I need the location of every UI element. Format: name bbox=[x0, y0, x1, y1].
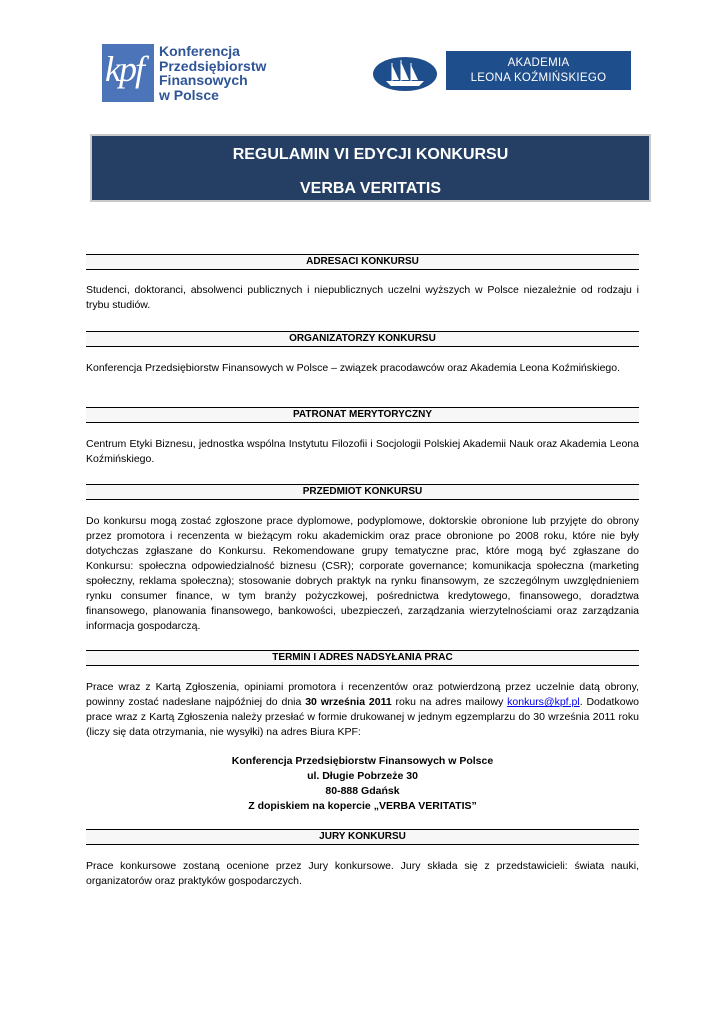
section-heading-termin: TERMIN I ADRES NADSYŁANIA PRAC bbox=[86, 650, 639, 666]
section-text-termin: Prace wraz z Kartą Zgłoszenia, opiniami promotora i recenzentów oraz potwierdzoną przez uczelnie datą obrony, powinny zostać nadesłane najpóźniej do dnia 30 września 2011 roku na adres mailowy konkurs@kpf.pl. Dodatkowo prace wraz z Kartą Zgłoszenia należy przesłać w formie drukowanej w jednym egzemplarzu do 30 września 2011 roku (liczy się data otrzymania, nie wysyłki) na adres Biura KPF: bbox=[86, 681, 639, 738]
title-line-1: REGULAMIN VI EDYCJI KONKURSU bbox=[232, 146, 509, 163]
title-line-2: VERBA VERITATIS bbox=[299, 180, 442, 197]
address-line-2: ul. Długie Pobrzeże 30 bbox=[307, 770, 418, 782]
address-line-4: Z dopiskiem na kopercie „VERBA VERITATIS” bbox=[248, 800, 477, 812]
address-line-1: Konferencja Przedsiębiorstw Finansowych w Polsce bbox=[231, 755, 494, 767]
section-text-jury: Prace konkursowe zostaną ocenione przez Jury konkursowe. Jury składa się z przedstawicieli: świata nauki, organizatorów oraz praktyków gospodarczych. bbox=[86, 860, 639, 887]
alk-logo: AKADEMIA LEONA KOŹMIŃSKIEGO bbox=[446, 51, 631, 90]
section-heading-jury: JURY KONKURSU bbox=[86, 829, 639, 845]
section-heading-patronat: PATRONAT MERYTORYCZNY bbox=[86, 407, 639, 423]
section-text-patronat: Centrum Etyki Biznesu, jednostka wspólna Instytutu Filozofii i Socjologii Polskiej Akademii Nauk oraz Akademia Leona Koźmińskiego. bbox=[86, 438, 639, 465]
kpf-logo bbox=[102, 44, 272, 104]
section-text-organizatorzy: Konferencja Przedsiębiorstw Finansowych w Polsce – związek pracodawców oraz Akademia Leona Koźmińskiego. bbox=[86, 362, 621, 374]
section-heading-organizatorzy: ORGANIZATORZY KONKURSU bbox=[86, 331, 639, 347]
section-heading-adresaci: ADRESACI KONKURSU bbox=[86, 254, 639, 270]
page-title bbox=[90, 134, 651, 202]
deadline-date: 30 września 2011 bbox=[305, 696, 392, 708]
ship-logo-icon bbox=[372, 56, 438, 92]
address-line-3: 80-888 Gdańsk bbox=[325, 785, 400, 797]
postal-address bbox=[86, 754, 639, 814]
email-link[interactable]: konkurs@kpf.pl bbox=[507, 696, 580, 708]
kpf-logo-mark: kpf bbox=[102, 44, 154, 102]
kpf-logo-text: Konferencja Przedsiębiorstw Finansowych w Polsce bbox=[159, 43, 267, 103]
section-text-przedmiot: Do konkursu mogą zostać zgłoszone prace dyplomowe, podyplomowe, doktorskie obronione lub przyjęte do obrony przez promotora i recenzenta w bieżącym roku akademickim oraz prace obronione po 2008 roku, które nie były dotychczas zgłaszane do Konkursu. Rekomendowane grupy tematyczne prac, które mogą być zgłaszane do Konkursu: społeczna odpowiedzialność biznesu (CSR); corporate governance; komunikacja społeczna (marketing społeczny, reklama społeczna); stosowanie dobrych praktyk na rynku finansowym, ze szczególnym uwzględnieniem rynku consumer finance, w tym branży pożyczkowej, pośrednictwa kredytowego, finansowego, doradztwa finansowego, planowania finansowego, bankowości, ubezpieczeń, zarządzania wierzytelnościami oraz zarządzania informacja gospodarczą. bbox=[86, 515, 639, 632]
section-heading-przedmiot: PRZEDMIOT KONKURSU bbox=[86, 484, 639, 500]
section-text-adresaci: Studenci, doktoranci, absolwenci publicznych i niepublicznych uczelni wyższych w Polsce niezależnie od rodzaju i trybu studiów. bbox=[86, 284, 639, 311]
